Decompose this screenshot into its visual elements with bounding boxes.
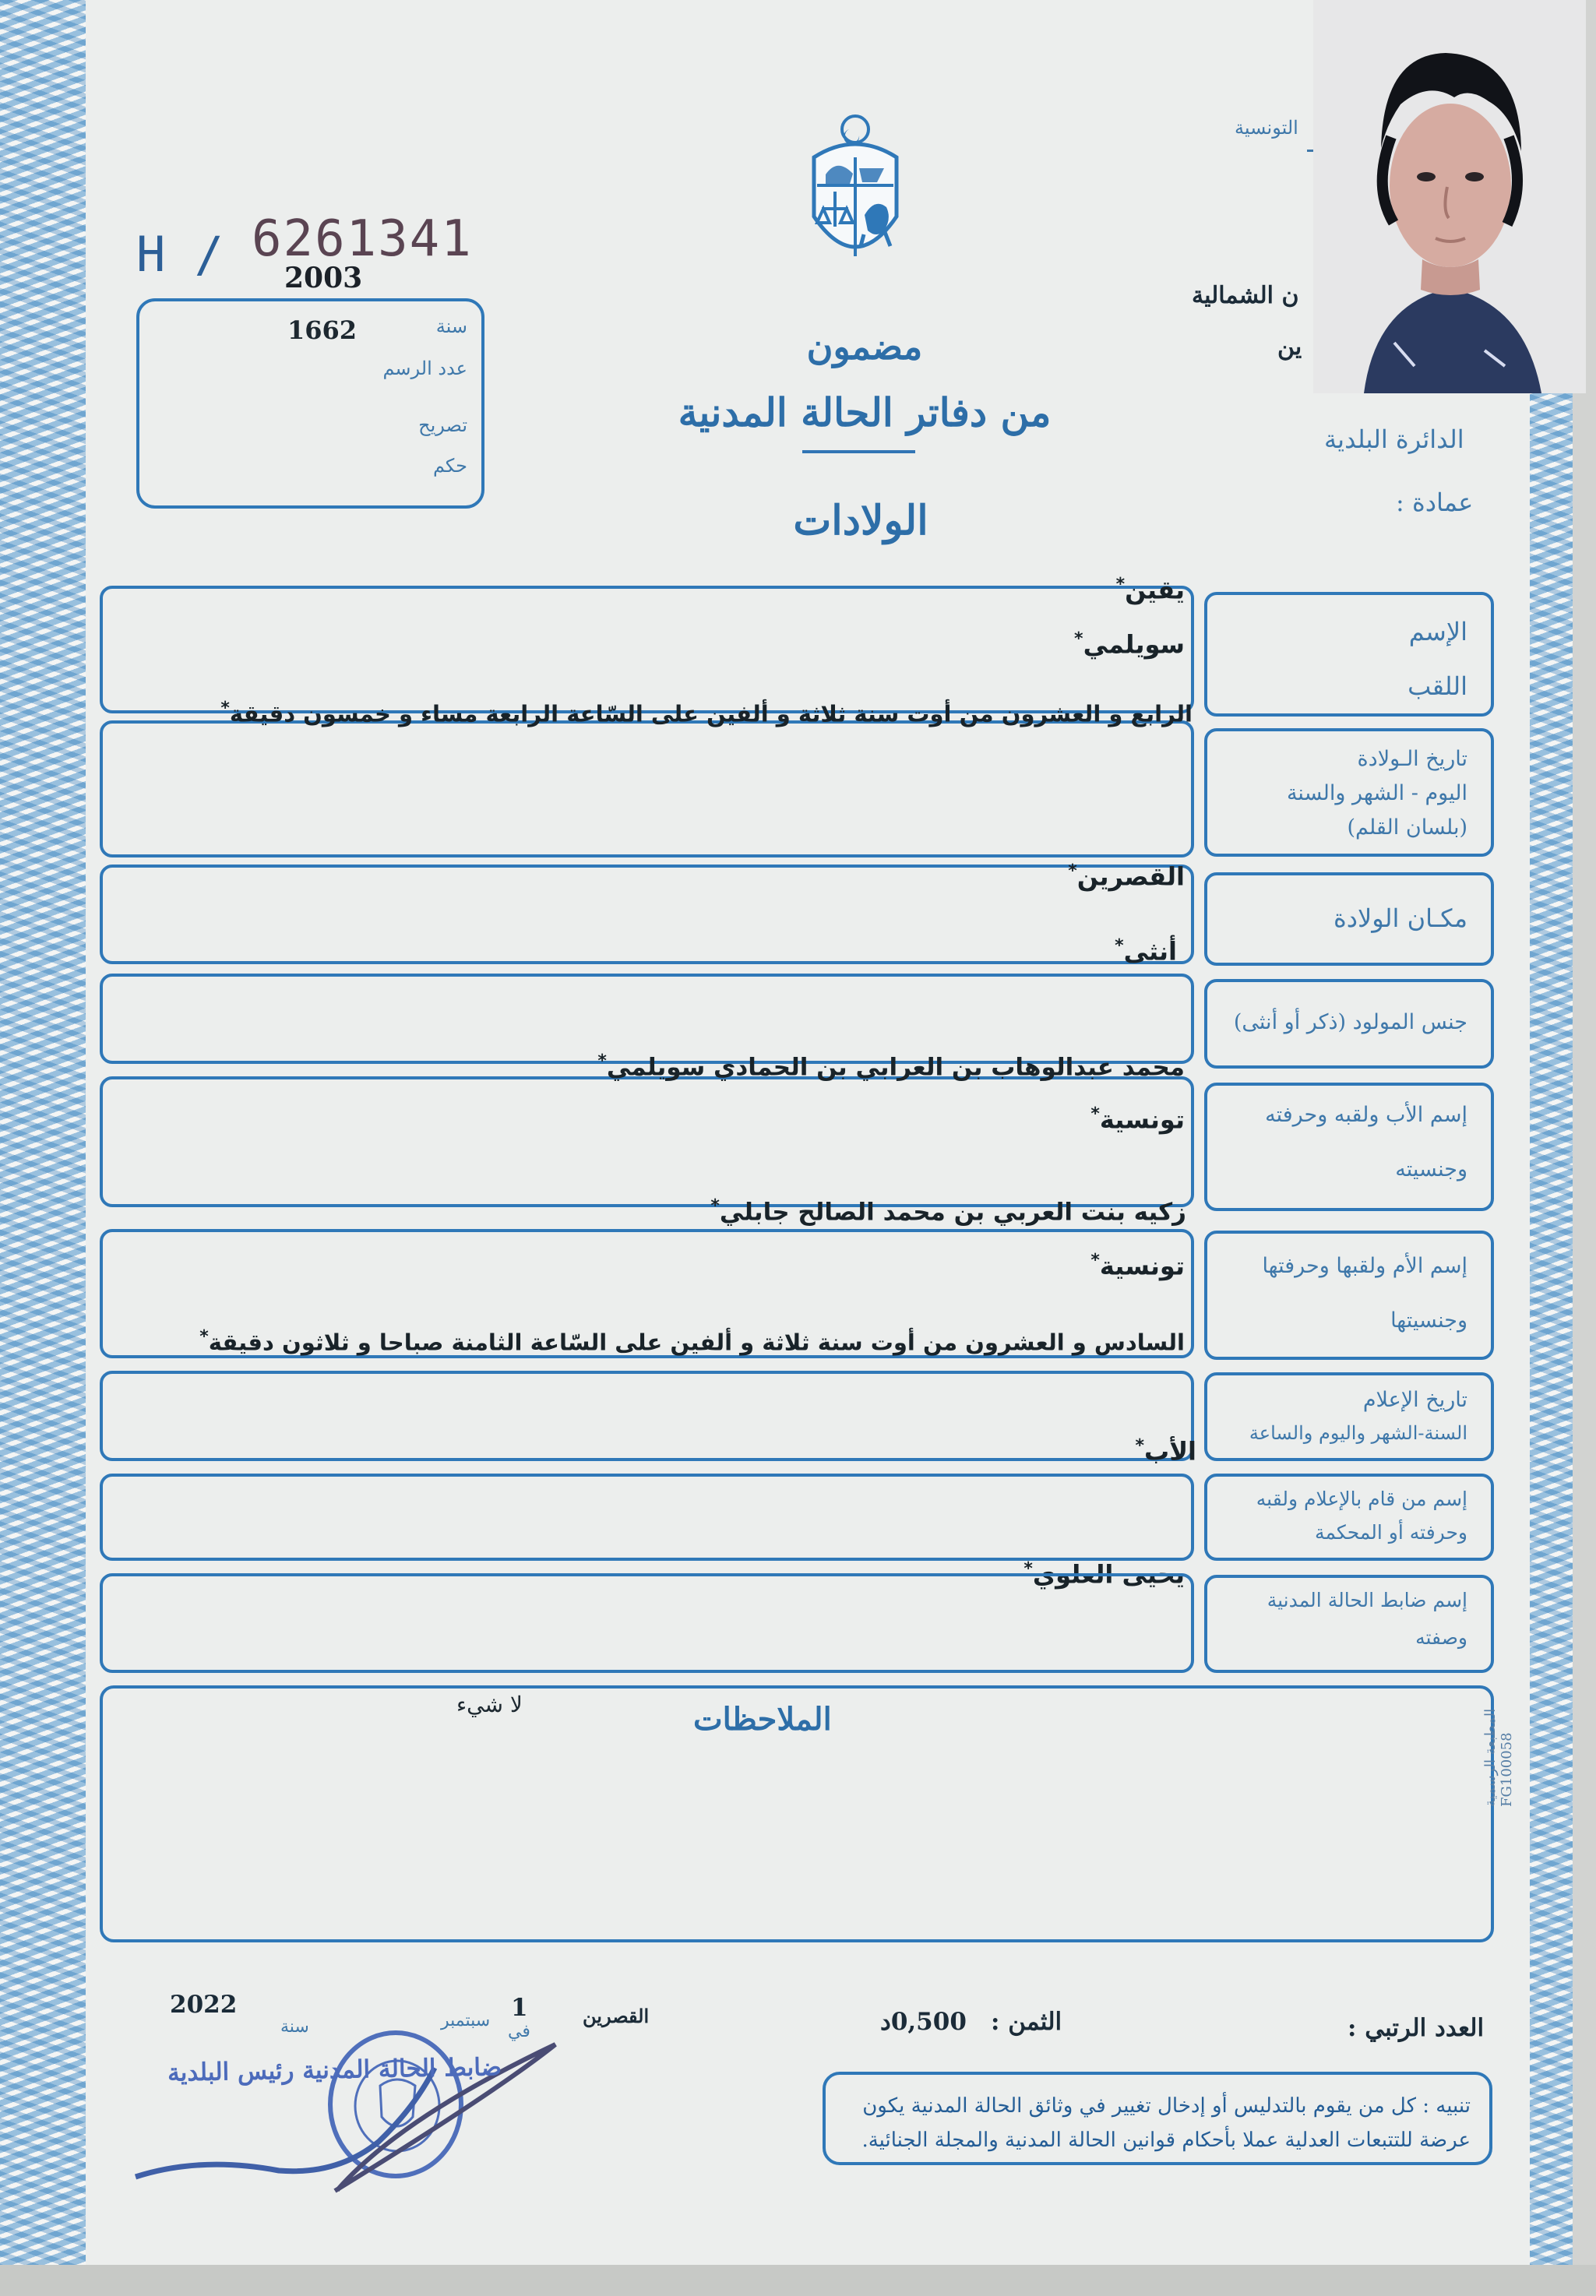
notes-value: لا شيء xyxy=(456,1692,523,1717)
officer-signature-title: ضابط الحالة المدنية رئيس البلدية xyxy=(167,2053,502,2087)
issue-year-value: 2022 xyxy=(170,1991,238,2019)
birth-date-label-line-1: تاريخ الـولادة xyxy=(1357,747,1467,771)
year-label: سنة xyxy=(435,315,467,337)
births-heading: الولادات xyxy=(793,497,928,544)
mother-label-box xyxy=(1204,1231,1494,1360)
declaration-date-label-box xyxy=(1204,1372,1494,1461)
legal-notice-text: تنبيه : كل من يقوم بالتدليس أو إدخال تغيير في وثائق الحالة المدنية يكون عرضة للتتبعات العدلية عملا بأحكام قوانين الحالة المدنية والمجلة الجنائية. xyxy=(861,2094,1471,2152)
issue-in-label: في xyxy=(508,2022,530,2041)
officer-value: يحيى العلوي * xyxy=(1023,1559,1185,1590)
legal-notice-box xyxy=(823,2072,1492,2165)
region-line-1: ن الشمالية xyxy=(1192,282,1299,309)
tunisia-emblem-icon xyxy=(806,114,904,277)
surname-value: سويلمي * xyxy=(1074,629,1185,660)
portrait-photo xyxy=(1313,0,1586,393)
birth-place-label: مكـان الولادة xyxy=(1333,903,1467,933)
birth-place-value: القصرين * xyxy=(1068,861,1185,892)
father-label-line-1: إسم الأب ولقبه وحرفته xyxy=(1265,1103,1467,1127)
declarant-value: الأب * xyxy=(1136,1436,1196,1467)
father-value-box xyxy=(100,1076,1194,1207)
gender-label: جنس المولود (ذكر أو أنثى) xyxy=(1233,1010,1467,1034)
bottom-edge xyxy=(0,2265,1596,2296)
officer-label-line-2: وصفته xyxy=(1415,1626,1467,1649)
region-line-2: ين xyxy=(1277,333,1302,361)
imada-label: عمادة : xyxy=(1396,488,1474,517)
declaration-date-value: السادس و العشرون من أوت سنة ثلاثة و ألفين على السّاعة الثامنة صباحا و ثلاثون دقيقة * xyxy=(199,1327,1185,1356)
mother-name-value: زكيه بنت العربي بن محمد الصالح جابلي * xyxy=(710,1196,1186,1226)
declarant-label-line-1: إسم من قام بالإعلام ولقبه xyxy=(1256,1488,1467,1510)
gender-value-box xyxy=(100,974,1194,1064)
officer-label-line-1: إسم ضابط الحالة المدنية xyxy=(1267,1589,1467,1611)
birth-date-label-line-2: اليوم - الشهر والسنة xyxy=(1286,781,1467,805)
issue-month: سبتمبر xyxy=(441,2011,491,2030)
first-name-label: الإسم xyxy=(1408,617,1467,646)
declaration-label: تصريح xyxy=(418,414,467,436)
surname-label: اللقب xyxy=(1408,671,1467,701)
father-label-line-2: وجنسيته xyxy=(1395,1157,1467,1181)
gender-value: أنثى * xyxy=(1115,936,1177,967)
birth-date-value-box xyxy=(100,720,1194,857)
left-guilloche-border xyxy=(0,0,86,2296)
declaration-date-label-line-1: تاريخ الإعلام xyxy=(1362,1388,1467,1412)
serial-prefix: H / xyxy=(136,226,224,283)
print-code: المطبعة الرسمية FG100058 xyxy=(1482,1708,1515,1807)
father-name-value: محمد عبدالوهاب بن العرابي بن الحمادي سويلمي * xyxy=(597,1051,1185,1081)
record-number-label: عدد الرسم xyxy=(382,357,467,379)
record-info-box xyxy=(136,298,484,509)
municipal-district-label: الدائرة البلدية xyxy=(1324,424,1464,454)
issue-place: القصرين xyxy=(583,2005,650,2027)
serial-label: العدد الرتبي : xyxy=(1348,2014,1485,2042)
document-subtitle-text: من دفاتر الحالة المدنية xyxy=(678,389,1052,435)
notes-title: الملاحظات xyxy=(693,1701,832,1738)
name-label-box xyxy=(1204,592,1494,717)
serial-number: 6261341 xyxy=(252,210,473,268)
declarant-value-box xyxy=(100,1474,1194,1561)
document-subtitle xyxy=(654,389,1075,435)
birth-date-label-box xyxy=(1204,728,1494,857)
birth-place-value-box xyxy=(100,865,1194,964)
judgment-label: حكم xyxy=(432,455,467,477)
registration-year: 2003 xyxy=(284,262,363,294)
officer-label-box xyxy=(1204,1575,1494,1673)
issue-year-label: سنة xyxy=(280,2017,309,2037)
declarant-label-line-2: وحرفته أو المحكمة xyxy=(1315,1521,1467,1544)
mother-nationality-value: تونسية * xyxy=(1090,1251,1185,1281)
declarant-label-box xyxy=(1204,1474,1494,1561)
birth-date-value: الرابع و العشرون من أوت سنة ثلاثة و ألفين على السّاعة الرابعة مساء و خمسون دقيقة * xyxy=(220,699,1193,727)
father-label-box xyxy=(1204,1083,1494,1211)
price-value: 0,500د xyxy=(880,2008,967,2036)
country-label: التونسية xyxy=(1235,117,1298,139)
document-title-main: مضمون xyxy=(806,326,923,368)
declaration-date-label-line-2: السنة-الشهر واليوم والساعة xyxy=(1249,1422,1467,1444)
name-value-box xyxy=(100,586,1194,713)
officer-value-box xyxy=(100,1573,1194,1673)
mother-label-line-2: وجنسيتها xyxy=(1390,1308,1467,1333)
issue-day: 1 xyxy=(511,1994,528,2022)
father-nationality-value: تونسية * xyxy=(1090,1104,1185,1135)
price-label: الثمن : xyxy=(991,2008,1062,2036)
title-underline xyxy=(802,450,915,453)
gender-label-box xyxy=(1204,979,1494,1069)
mother-label-line-1: إسم الأم ولقبها وحرفتها xyxy=(1262,1254,1467,1278)
birth-place-label-box xyxy=(1204,872,1494,966)
declaration-date-value-box xyxy=(100,1371,1194,1461)
birth-date-label-line-3: (بلسان القلم) xyxy=(1347,815,1467,840)
first-name-value: يقين * xyxy=(1116,575,1185,605)
signature-and-stamp xyxy=(131,2017,575,2204)
record-year-value: 1662 xyxy=(287,315,358,345)
